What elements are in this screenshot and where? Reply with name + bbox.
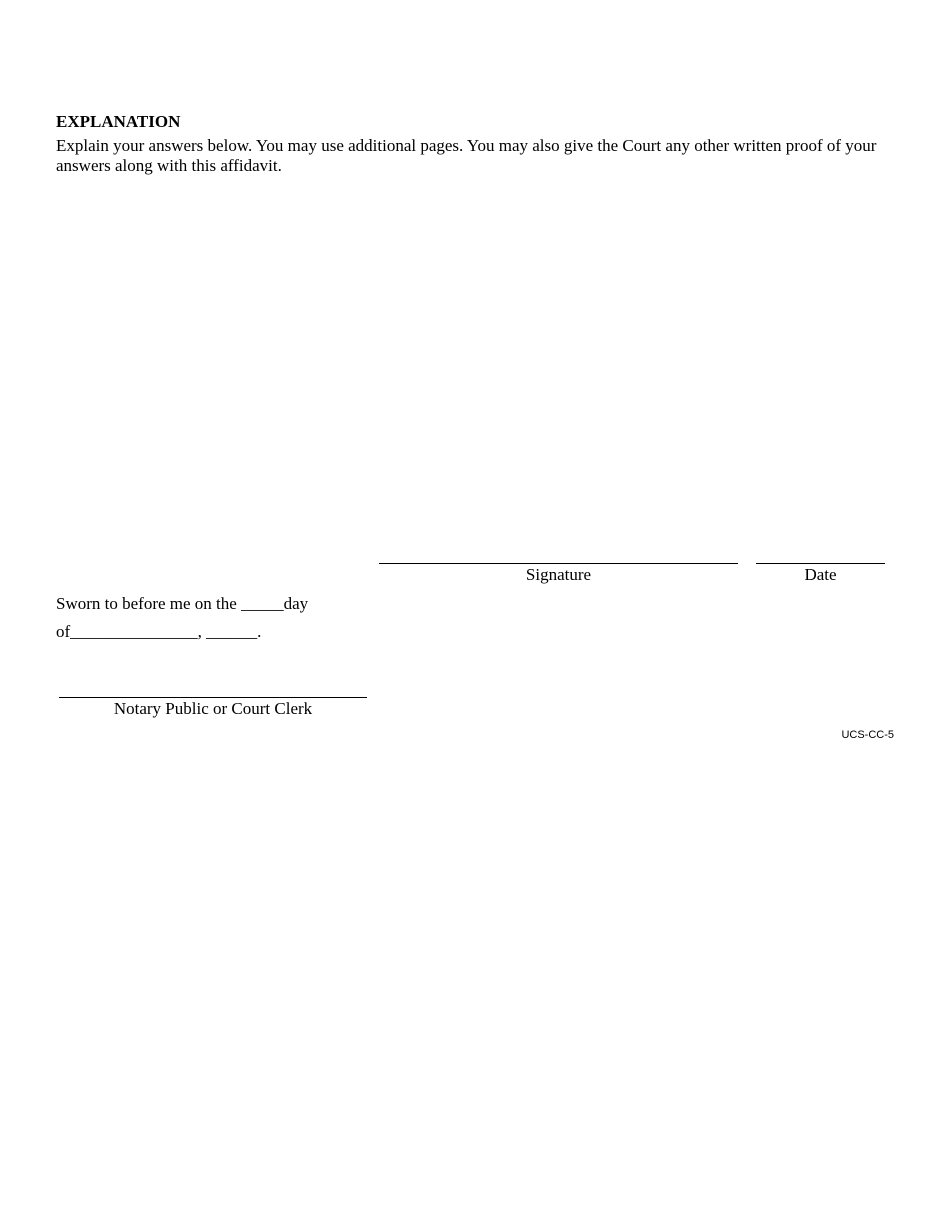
- date-label: Date: [804, 565, 837, 584]
- explanation-writing-area[interactable]: [56, 180, 901, 550]
- section-heading: EXPLANATION: [56, 112, 181, 131]
- signature-label: Signature: [525, 565, 592, 584]
- sworn-day-line: Sworn to before me on the _____day: [56, 594, 309, 613]
- form-code: UCS-CC-5: [841, 729, 894, 741]
- section-instructions: Explain your answers below. You may use additional pages. You may also give the Court any other written proof of your answers along with this affidavit.: [56, 136, 877, 175]
- date-line[interactable]: [756, 563, 885, 564]
- notary-label: Notary Public or Court Clerk: [113, 699, 313, 718]
- notary-signature-line[interactable]: [59, 697, 367, 698]
- signature-line[interactable]: [379, 563, 738, 564]
- sworn-month-year-line: of_______________, ______.: [56, 622, 262, 641]
